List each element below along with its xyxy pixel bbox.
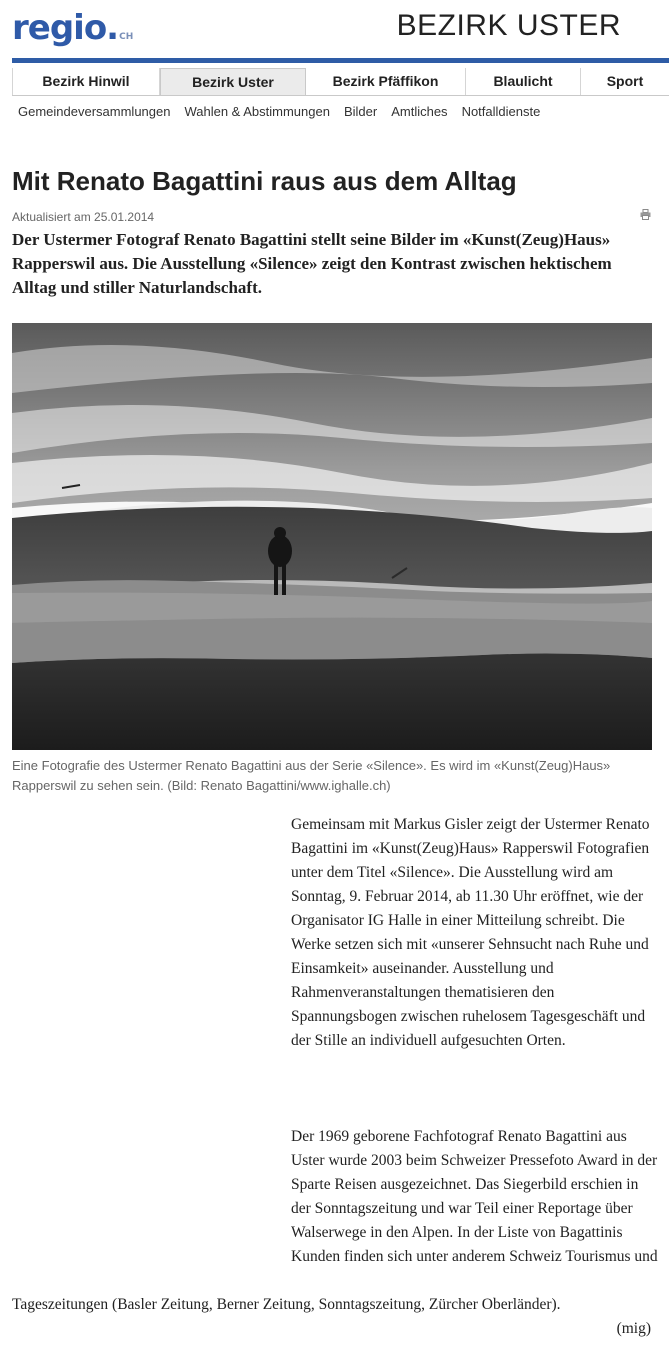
subnav-amtliches[interactable]: Amtliches [391,104,448,119]
region-title: BEZIRK USTER [396,9,621,42]
article-lead: Der Ustermer Fotograf Renato Bagattini stellt seine Bilder im «Kunst(Zeug)Haus» Rapperswil aus. Die Ausstellung «Silence» zeigt den Kontrast zwischen hektischem Alltag und stiller Naturlandschaft. [12,230,612,297]
subnav-notfalldienste[interactable]: Notfalldienste [461,104,541,119]
subnav-wahlen-abstimmungen[interactable]: Wahlen & Abstimmungen [184,104,330,119]
subnav-gemeindeversammlungen[interactable]: Gemeindeversammlungen [18,104,171,119]
tab-sport[interactable]: Sport [606,73,644,89]
regio-logo[interactable] [12,8,133,57]
article-headline: Mit Renato Bagattini raus aus dem Alltag [12,166,517,196]
tab-bezirk-pfaeffikon[interactable]: Bezirk Pfäffikon [306,68,466,95]
tab-bezirk-hinwil[interactable]: Bezirk Hinwil [12,68,160,95]
subnav-bilder[interactable]: Bilder [343,104,378,119]
photo-caption: Eine Fotografie des Ustermer Renato Bagattini aus der Serie «Silence». Es wird im «Kunst(Zeug)Haus» Rapperswil zu sehen sein. (Bild: Renato Bagattini/www.ighalle.ch) [12,758,611,793]
sub-navigation [18,101,540,123]
logo-suffix: CH [119,32,134,42]
article-photo [12,323,652,750]
article-paragraph: Der 1969 geborene Fachfotograf Renato Bagattini aus Uster wurde 2003 beim Schweizer Pressefoto Award in der Sparte Reisen ausgezeichnet. Das Siegerbild erschien in der Sonntagszeitung und war Teil einer Reportage über Walserwege in den Alpen. In der Liste von Bagattinis Kunden finden sich unter anderem Schweiz Tourismus und [291,1128,658,1265]
main-navigation [12,68,669,96]
article-paragraph: Gemeinsam mit Markus Gisler zeigt der Ustermer Renato Bagattini im «Kunst(Zeug)Haus» Rapperswil Fotografien unter dem Titel «Silence». Die Ausstellung wird am Sonntag, 9. Februar 2014, ab 11.30 Uhr eröffnet, wie der Organisator IG Halle in einer Mitteilung schreibt. Die Werke setzen sich mit «unserer Sehnsucht nach Ruhe und Einsamkeit» auseinander. Ausstellung und Rahmenveranstaltungen thematisieren den Spannungsbogen zwischen ruhelosem Tagesgeschäft und der Stille an individuell aufgesuchten Orten. [291,816,650,1049]
tab-blaulicht[interactable]: Blaulicht [466,68,581,95]
updated-date: Aktualisiert am 25.01.2014 [12,210,155,224]
author-initials: (mig) [616,1320,651,1337]
printer-icon[interactable] [640,209,651,220]
tab-bezirk-uster[interactable]: Bezirk Uster [160,68,306,95]
site-header [0,0,669,60]
logo-text: regio. [12,8,119,48]
header-divider [12,58,669,63]
article-paragraph-end: Tageszeitungen (Basler Zeitung, Berner Zeitung, Sonntagszeitung, Zürcher Oberländer). [12,1296,561,1313]
